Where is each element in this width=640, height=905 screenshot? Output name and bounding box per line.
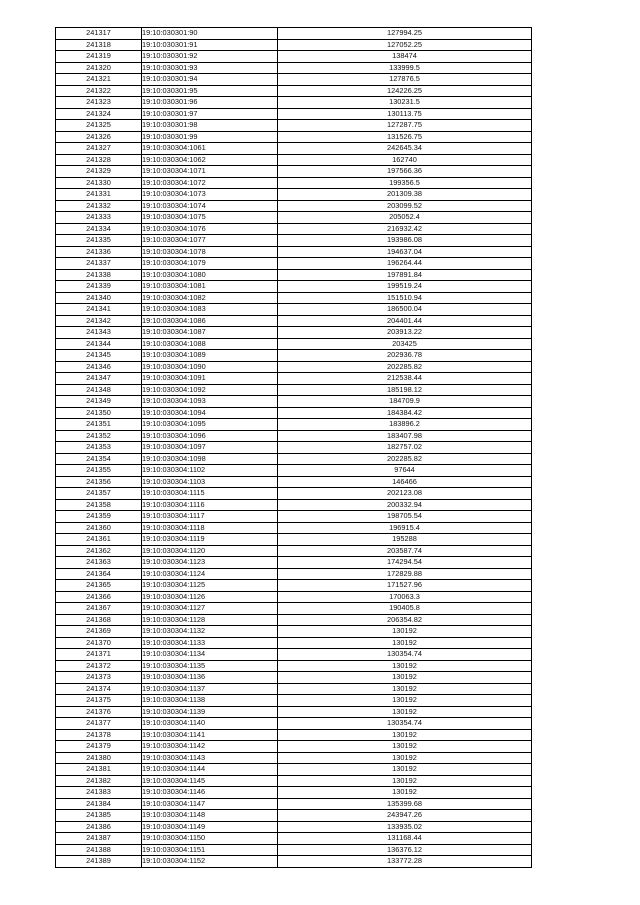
row-number-cell: 241380 xyxy=(56,752,142,764)
cadastral-value-cell: 186500.04 xyxy=(278,304,532,316)
cadastral-number-cell: 19:10:030304:1094 xyxy=(142,407,278,419)
table-row xyxy=(56,223,532,235)
row-number-cell: 241359 xyxy=(56,511,142,523)
cadastral-value-cell: 136376.12 xyxy=(278,844,532,856)
row-number-cell: 241347 xyxy=(56,373,142,385)
cadastral-number-cell: 19:10:030304:1126 xyxy=(142,591,278,603)
cadastral-value-cell: 130192 xyxy=(278,695,532,707)
row-number-cell: 241335 xyxy=(56,235,142,247)
cadastral-number-cell: 19:10:030301:93 xyxy=(142,62,278,74)
table-row xyxy=(56,246,532,258)
cadastral-number-cell: 19:10:030304:1133 xyxy=(142,637,278,649)
cadastral-value-cell: 205052.4 xyxy=(278,212,532,224)
row-number-cell: 241340 xyxy=(56,292,142,304)
table-row xyxy=(56,833,532,845)
cadastral-value-cell: 198705.54 xyxy=(278,511,532,523)
table-row xyxy=(56,97,532,109)
row-number-cell: 241363 xyxy=(56,557,142,569)
table-row xyxy=(56,557,532,569)
row-number-cell: 241323 xyxy=(56,97,142,109)
table-row xyxy=(56,672,532,684)
table-row xyxy=(56,120,532,132)
table-row xyxy=(56,683,532,695)
cadastral-value-cell: 130192 xyxy=(278,752,532,764)
cadastral-value-cell: 130354.74 xyxy=(278,718,532,730)
row-number-cell: 241379 xyxy=(56,741,142,753)
row-number-cell: 241357 xyxy=(56,488,142,500)
row-number-cell: 241371 xyxy=(56,649,142,661)
cadastral-value-cell: 131526.75 xyxy=(278,131,532,143)
cadastral-value-cell: 131168.44 xyxy=(278,833,532,845)
row-number-cell: 241333 xyxy=(56,212,142,224)
row-number-cell: 241373 xyxy=(56,672,142,684)
cadastral-number-cell: 19:10:030304:1152 xyxy=(142,856,278,868)
row-number-cell: 241352 xyxy=(56,430,142,442)
table-row xyxy=(56,235,532,247)
row-number-cell: 241372 xyxy=(56,660,142,672)
table-row xyxy=(56,39,532,51)
cadastral-value-cell: 170063.3 xyxy=(278,591,532,603)
cadastral-value-cell: 162740 xyxy=(278,154,532,166)
cadastral-number-cell: 19:10:030304:1137 xyxy=(142,683,278,695)
cadastral-value-cell: 97644 xyxy=(278,465,532,477)
cadastral-value-cell: 193986.08 xyxy=(278,235,532,247)
row-number-cell: 241355 xyxy=(56,465,142,477)
row-number-cell: 241374 xyxy=(56,683,142,695)
table-row xyxy=(56,545,532,557)
cadastral-value-cell: 200332.94 xyxy=(278,499,532,511)
cadastral-value-cell: 130354.74 xyxy=(278,649,532,661)
table-row xyxy=(56,304,532,316)
row-number-cell: 241364 xyxy=(56,568,142,580)
cadastral-number-cell: 19:10:030304:1134 xyxy=(142,649,278,661)
cadastral-number-cell: 19:10:030304:1079 xyxy=(142,258,278,270)
cadastral-number-cell: 19:10:030301:97 xyxy=(142,108,278,120)
table-row xyxy=(56,200,532,212)
row-number-cell: 241350 xyxy=(56,407,142,419)
table-row xyxy=(56,522,532,534)
table-row xyxy=(56,327,532,339)
table-row xyxy=(56,442,532,454)
table-row xyxy=(56,775,532,787)
cadastral-number-cell: 19:10:030304:1102 xyxy=(142,465,278,477)
row-number-cell: 241385 xyxy=(56,810,142,822)
cadastral-number-cell: 19:10:030304:1118 xyxy=(142,522,278,534)
row-number-cell: 241383 xyxy=(56,787,142,799)
cadastral-value-cell: 130192 xyxy=(278,775,532,787)
row-number-cell: 241360 xyxy=(56,522,142,534)
row-number-cell: 241327 xyxy=(56,143,142,155)
cadastral-value-cell: 130192 xyxy=(278,637,532,649)
cadastral-value-cell: 172829.88 xyxy=(278,568,532,580)
row-number-cell: 241366 xyxy=(56,591,142,603)
cadastral-value-cell: 202936.78 xyxy=(278,350,532,362)
cadastral-value-cell: 127876.5 xyxy=(278,74,532,86)
cadastral-value-cell: 183896.2 xyxy=(278,419,532,431)
cadastral-value-cell: 184709.9 xyxy=(278,396,532,408)
row-number-cell: 241317 xyxy=(56,28,142,40)
table-row xyxy=(56,787,532,799)
cadastral-number-cell: 19:10:030304:1145 xyxy=(142,775,278,787)
row-number-cell: 241348 xyxy=(56,384,142,396)
table-row xyxy=(56,465,532,477)
cadastral-number-cell: 19:10:030301:96 xyxy=(142,97,278,109)
row-number-cell: 241339 xyxy=(56,281,142,293)
table-row xyxy=(56,154,532,166)
row-number-cell: 241346 xyxy=(56,361,142,373)
cadastral-value-cell: 197891.84 xyxy=(278,269,532,281)
cadastral-number-cell: 19:10:030304:1090 xyxy=(142,361,278,373)
cadastral-number-cell: 19:10:030304:1087 xyxy=(142,327,278,339)
cadastral-number-cell: 19:10:030304:1096 xyxy=(142,430,278,442)
table-row xyxy=(56,338,532,350)
row-number-cell: 241324 xyxy=(56,108,142,120)
cadastral-number-cell: 19:10:030304:1077 xyxy=(142,235,278,247)
cadastral-number-cell: 19:10:030304:1124 xyxy=(142,568,278,580)
row-number-cell: 241368 xyxy=(56,614,142,626)
table-row xyxy=(56,476,532,488)
cadastral-number-cell: 19:10:030301:94 xyxy=(142,74,278,86)
table-row xyxy=(56,177,532,189)
table-row xyxy=(56,580,532,592)
cadastral-value-cell: 203913.22 xyxy=(278,327,532,339)
table-row xyxy=(56,568,532,580)
cadastral-value-cell: 183407.98 xyxy=(278,430,532,442)
table-row xyxy=(56,856,532,868)
table-row xyxy=(56,591,532,603)
cadastral-value-cell: 151510.94 xyxy=(278,292,532,304)
table-row xyxy=(56,499,532,511)
cadastral-number-cell: 19:10:030304:1089 xyxy=(142,350,278,362)
cadastral-number-cell: 19:10:030304:1117 xyxy=(142,511,278,523)
cadastral-number-cell: 19:10:030304:1136 xyxy=(142,672,278,684)
table-row xyxy=(56,534,532,546)
row-number-cell: 241342 xyxy=(56,315,142,327)
table-row xyxy=(56,62,532,74)
cadastral-value-cell: 130231.5 xyxy=(278,97,532,109)
table-row xyxy=(56,315,532,327)
cadastral-number-cell: 19:10:030304:1140 xyxy=(142,718,278,730)
cadastral-number-cell: 19:10:030304:1135 xyxy=(142,660,278,672)
cadastral-number-cell: 19:10:030304:1082 xyxy=(142,292,278,304)
cadastral-value-cell: 130113.75 xyxy=(278,108,532,120)
cadastral-number-cell: 19:10:030304:1081 xyxy=(142,281,278,293)
cadastral-value-cell: 130192 xyxy=(278,729,532,741)
cadastral-number-cell: 19:10:030304:1075 xyxy=(142,212,278,224)
table-row xyxy=(56,741,532,753)
table-row xyxy=(56,108,532,120)
table-row xyxy=(56,419,532,431)
row-number-cell: 241334 xyxy=(56,223,142,235)
cadastral-number-cell: 19:10:030304:1147 xyxy=(142,798,278,810)
cadastral-number-cell: 19:10:030304:1086 xyxy=(142,315,278,327)
cadastral-value-cell: 203099.52 xyxy=(278,200,532,212)
cadastral-value-cell: 202285.82 xyxy=(278,361,532,373)
row-number-cell: 241325 xyxy=(56,120,142,132)
cadastral-number-cell: 19:10:030301:90 xyxy=(142,28,278,40)
table-row xyxy=(56,626,532,638)
row-number-cell: 241336 xyxy=(56,246,142,258)
cadastral-value-cell: 196915.4 xyxy=(278,522,532,534)
cadastral-number-cell: 19:10:030304:1150 xyxy=(142,833,278,845)
row-number-cell: 241361 xyxy=(56,534,142,546)
table-row xyxy=(56,798,532,810)
cadastral-value-cell: 199356.5 xyxy=(278,177,532,189)
row-number-cell: 241343 xyxy=(56,327,142,339)
row-number-cell: 241330 xyxy=(56,177,142,189)
cadastral-number-cell: 19:10:030304:1095 xyxy=(142,419,278,431)
cadastral-number-cell: 19:10:030304:1119 xyxy=(142,534,278,546)
row-number-cell: 241320 xyxy=(56,62,142,74)
cadastral-number-cell: 19:10:030304:1138 xyxy=(142,695,278,707)
cadastral-value-cell: 184384.42 xyxy=(278,407,532,419)
cadastral-number-cell: 19:10:030304:1151 xyxy=(142,844,278,856)
cadastral-number-cell: 19:10:030304:1125 xyxy=(142,580,278,592)
cadastral-value-cell: 127994.25 xyxy=(278,28,532,40)
row-number-cell: 241370 xyxy=(56,637,142,649)
cadastral-value-cell: 133999.5 xyxy=(278,62,532,74)
cadastral-value-cell: 130192 xyxy=(278,706,532,718)
cadastral-value-cell: 197566.36 xyxy=(278,166,532,178)
row-number-cell: 241319 xyxy=(56,51,142,63)
cadastral-value-cell: 138474 xyxy=(278,51,532,63)
cadastral-value-cell: 182757.02 xyxy=(278,442,532,454)
cadastral-number-cell: 19:10:030304:1080 xyxy=(142,269,278,281)
cadastral-number-cell: 19:10:030304:1103 xyxy=(142,476,278,488)
cadastral-value-cell: 127052.25 xyxy=(278,39,532,51)
cadastral-value-cell: 130192 xyxy=(278,787,532,799)
cadastral-number-cell: 19:10:030304:1061 xyxy=(142,143,278,155)
row-number-cell: 241344 xyxy=(56,338,142,350)
cadastral-value-cell: 242645.34 xyxy=(278,143,532,155)
table-row xyxy=(56,396,532,408)
cadastral-value-cell: 135399.68 xyxy=(278,798,532,810)
row-number-cell: 241375 xyxy=(56,695,142,707)
row-number-cell: 241326 xyxy=(56,131,142,143)
table-row xyxy=(56,212,532,224)
cadastral-value-cell: 130192 xyxy=(278,741,532,753)
row-number-cell: 241332 xyxy=(56,200,142,212)
cadastral-number-cell: 19:10:030304:1142 xyxy=(142,741,278,753)
cadastral-value-cell: 130192 xyxy=(278,672,532,684)
cadastral-number-cell: 19:10:030304:1098 xyxy=(142,453,278,465)
table-row xyxy=(56,407,532,419)
row-number-cell: 241338 xyxy=(56,269,142,281)
cadastral-value-cell: 201309.38 xyxy=(278,189,532,201)
cadastral-number-cell: 19:10:030304:1072 xyxy=(142,177,278,189)
cadastral-number-cell: 19:10:030304:1073 xyxy=(142,189,278,201)
row-number-cell: 241387 xyxy=(56,833,142,845)
cadastral-number-cell: 19:10:030304:1120 xyxy=(142,545,278,557)
row-number-cell: 241345 xyxy=(56,350,142,362)
cadastral-number-cell: 19:10:030304:1144 xyxy=(142,764,278,776)
row-number-cell: 241329 xyxy=(56,166,142,178)
cadastral-number-cell: 19:10:030304:1146 xyxy=(142,787,278,799)
cadastral-number-cell: 19:10:030304:1088 xyxy=(142,338,278,350)
row-number-cell: 241337 xyxy=(56,258,142,270)
cadastral-number-cell: 19:10:030304:1149 xyxy=(142,821,278,833)
cadastral-value-cell: 185198.12 xyxy=(278,384,532,396)
cadastral-value-cell: 212538.44 xyxy=(278,373,532,385)
table-row xyxy=(56,660,532,672)
cadastral-value-cell: 202123.08 xyxy=(278,488,532,500)
cadastral-number-cell: 19:10:030304:1116 xyxy=(142,499,278,511)
table-row xyxy=(56,28,532,40)
table-row xyxy=(56,361,532,373)
table-row xyxy=(56,85,532,97)
cadastral-value-cell: 194637.04 xyxy=(278,246,532,258)
table-row xyxy=(56,350,532,362)
cadastral-number-cell: 19:10:030304:1141 xyxy=(142,729,278,741)
row-number-cell: 241351 xyxy=(56,419,142,431)
cadastral-number-cell: 19:10:030304:1074 xyxy=(142,200,278,212)
cadastral-value-cell: 127287.75 xyxy=(278,120,532,132)
table-row xyxy=(56,131,532,143)
row-number-cell: 241322 xyxy=(56,85,142,97)
table-row xyxy=(56,649,532,661)
row-number-cell: 241377 xyxy=(56,718,142,730)
cadastral-number-cell: 19:10:030304:1123 xyxy=(142,557,278,569)
cadastral-number-cell: 19:10:030304:1097 xyxy=(142,442,278,454)
cadastral-value-cell: 203425 xyxy=(278,338,532,350)
table-row xyxy=(56,189,532,201)
table-row xyxy=(56,166,532,178)
row-number-cell: 241331 xyxy=(56,189,142,201)
cadastral-number-cell: 19:10:030301:92 xyxy=(142,51,278,63)
cadastral-number-cell: 19:10:030304:1083 xyxy=(142,304,278,316)
cadastral-value-cell: 124226.25 xyxy=(278,85,532,97)
table-row xyxy=(56,764,532,776)
row-number-cell: 241388 xyxy=(56,844,142,856)
cadastral-value-cell: 206354.82 xyxy=(278,614,532,626)
table-row xyxy=(56,74,532,86)
row-number-cell: 241349 xyxy=(56,396,142,408)
cadastral-value-cell: 130192 xyxy=(278,660,532,672)
cadastral-value-cell: 243947.26 xyxy=(278,810,532,822)
row-number-cell: 241365 xyxy=(56,580,142,592)
table-row xyxy=(56,51,532,63)
table-row xyxy=(56,292,532,304)
cadastral-value-cell: 133772.28 xyxy=(278,856,532,868)
cadastral-number-cell: 19:10:030301:95 xyxy=(142,85,278,97)
row-number-cell: 241353 xyxy=(56,442,142,454)
row-number-cell: 241367 xyxy=(56,603,142,615)
row-number-cell: 241389 xyxy=(56,856,142,868)
row-number-cell: 241358 xyxy=(56,499,142,511)
row-number-cell: 241328 xyxy=(56,154,142,166)
cadastral-value-cell: 196264.44 xyxy=(278,258,532,270)
cadastral-number-cell: 19:10:030304:1127 xyxy=(142,603,278,615)
table-row xyxy=(56,752,532,764)
cadastral-number-cell: 19:10:030304:1148 xyxy=(142,810,278,822)
cadastral-number-cell: 19:10:030304:1128 xyxy=(142,614,278,626)
table-row xyxy=(56,706,532,718)
cadastral-number-cell: 19:10:030304:1139 xyxy=(142,706,278,718)
row-number-cell: 241386 xyxy=(56,821,142,833)
cadastral-value-cell: 130192 xyxy=(278,626,532,638)
table-row xyxy=(56,821,532,833)
table-row xyxy=(56,810,532,822)
cadastral-value-cell: 203587.74 xyxy=(278,545,532,557)
row-number-cell: 241321 xyxy=(56,74,142,86)
table-row xyxy=(56,488,532,500)
cadastral-number-cell: 19:10:030304:1091 xyxy=(142,373,278,385)
row-number-cell: 241341 xyxy=(56,304,142,316)
table-row xyxy=(56,373,532,385)
cadastral-value-cell: 199519.24 xyxy=(278,281,532,293)
cadastral-number-cell: 19:10:030304:1071 xyxy=(142,166,278,178)
cadastral-value-cell: 202285.82 xyxy=(278,453,532,465)
table-row xyxy=(56,143,532,155)
row-number-cell: 241382 xyxy=(56,775,142,787)
row-number-cell: 241378 xyxy=(56,729,142,741)
cadastral-number-cell: 19:10:030304:1092 xyxy=(142,384,278,396)
table-row xyxy=(56,695,532,707)
cadastral-value-cell: 133935.02 xyxy=(278,821,532,833)
row-number-cell: 241318 xyxy=(56,39,142,51)
cadastral-number-cell: 19:10:030304:1093 xyxy=(142,396,278,408)
table-row xyxy=(56,603,532,615)
cadastral-value-cell: 204401.44 xyxy=(278,315,532,327)
table-row xyxy=(56,614,532,626)
table-row xyxy=(56,844,532,856)
table-row xyxy=(56,384,532,396)
row-number-cell: 241376 xyxy=(56,706,142,718)
table-row xyxy=(56,511,532,523)
table-row xyxy=(56,430,532,442)
row-number-cell: 241354 xyxy=(56,453,142,465)
cadastral-number-cell: 19:10:030304:1143 xyxy=(142,752,278,764)
table-row xyxy=(56,453,532,465)
cadastral-value-cell: 174294.54 xyxy=(278,557,532,569)
cadastral-value-cell: 195288 xyxy=(278,534,532,546)
cadastral-number-cell: 19:10:030304:1132 xyxy=(142,626,278,638)
row-number-cell: 241384 xyxy=(56,798,142,810)
cadastral-value-cell: 171527.96 xyxy=(278,580,532,592)
cadastral-number-cell: 19:10:030304:1076 xyxy=(142,223,278,235)
table-row xyxy=(56,718,532,730)
row-number-cell: 241381 xyxy=(56,764,142,776)
cadastral-value-cell: 130192 xyxy=(278,683,532,695)
cadastral-number-cell: 19:10:030301:98 xyxy=(142,120,278,132)
row-number-cell: 241362 xyxy=(56,545,142,557)
table-row xyxy=(56,637,532,649)
cadastral-value-cell: 216932.42 xyxy=(278,223,532,235)
cadastral-number-cell: 19:10:030304:1062 xyxy=(142,154,278,166)
table-row xyxy=(56,281,532,293)
cadastral-value-cell: 190405.8 xyxy=(278,603,532,615)
cadastral-value-cell: 130192 xyxy=(278,764,532,776)
row-number-cell: 241369 xyxy=(56,626,142,638)
row-number-cell: 241356 xyxy=(56,476,142,488)
cadastral-number-cell: 19:10:030304:1078 xyxy=(142,246,278,258)
cadastral-value-cell: 146466 xyxy=(278,476,532,488)
table-row xyxy=(56,258,532,270)
cadastral-number-cell: 19:10:030301:99 xyxy=(142,131,278,143)
cadastral-number-cell: 19:10:030304:1115 xyxy=(142,488,278,500)
cadastral-table xyxy=(55,27,532,868)
cadastral-table-body xyxy=(56,28,532,868)
table-row xyxy=(56,729,532,741)
table-row xyxy=(56,269,532,281)
cadastral-number-cell: 19:10:030301:91 xyxy=(142,39,278,51)
